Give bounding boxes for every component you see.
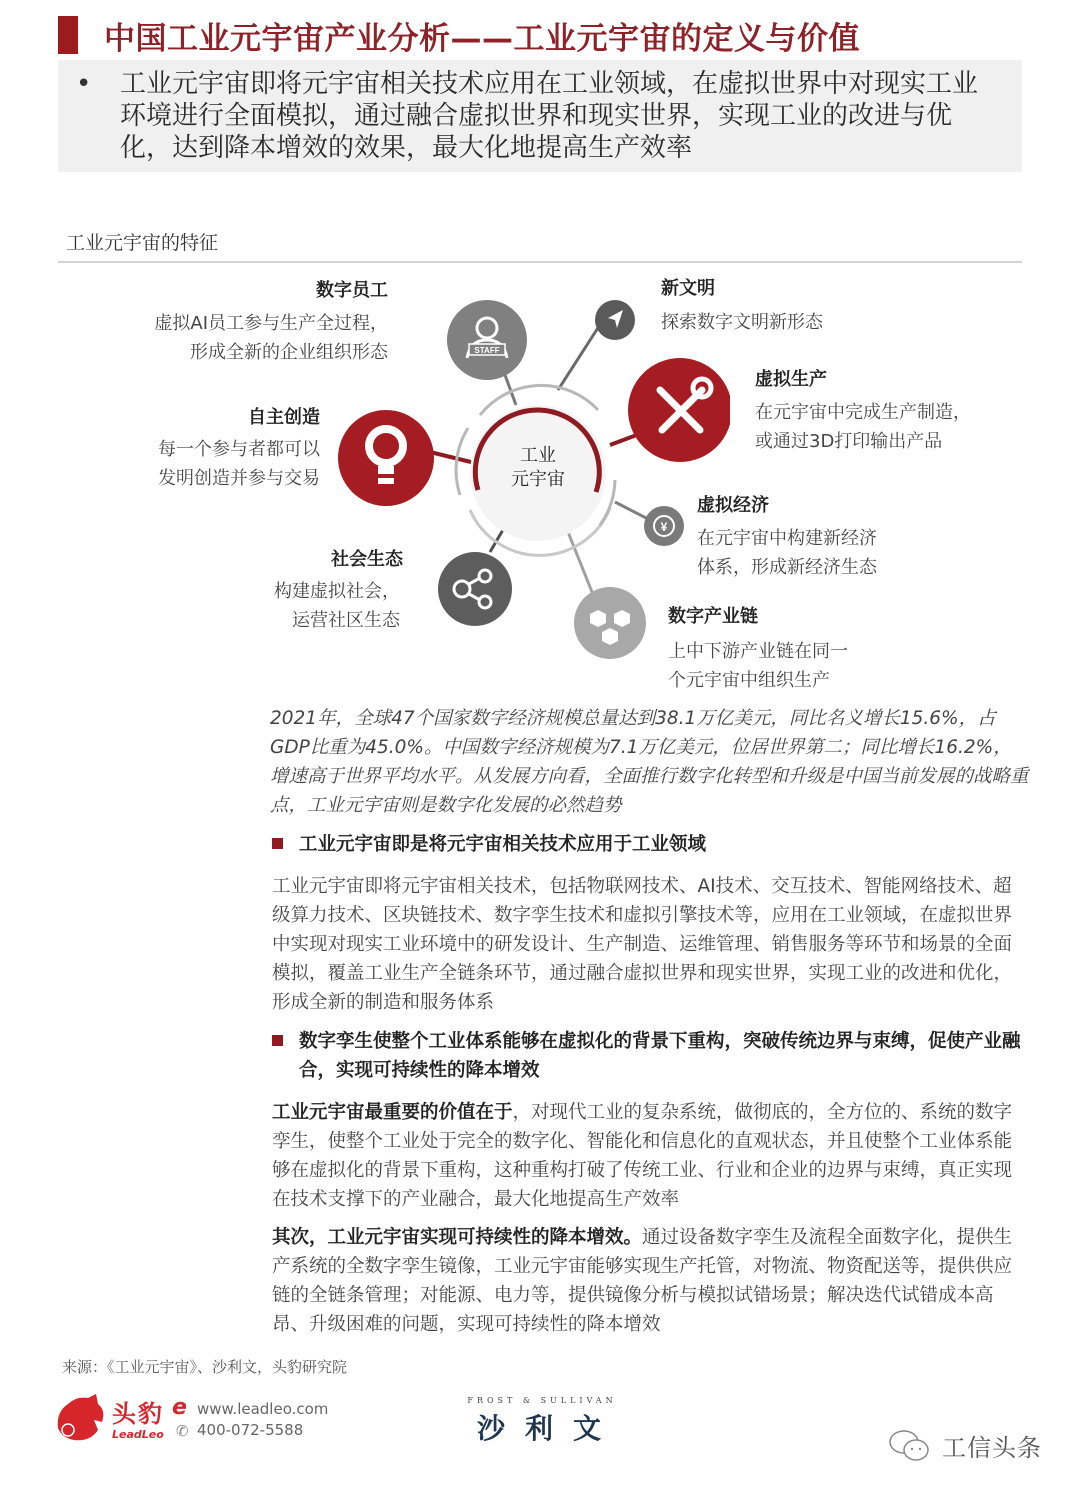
- share-network-icon: [438, 552, 512, 626]
- stats-paragraph: 2021年，全球47个国家数字经济规模总量达到38.1万亿美元，同比名义增长15.6%，占GDP比重为45.0%。中国数字经济规模为7.1万亿美元，位居世界第二；同比增长16.2%，增速高于世界平均水平。从发展方向看，全面推行数字化转型和升级是中国当前发展的战略重点，工业元宇宙则是数字化发展的必然趋势: [270, 708, 1029, 816]
- connector-line: [558, 320, 603, 390]
- connector-line: [430, 452, 475, 463]
- wrench-screwdriver-icon: [628, 358, 730, 462]
- section-heading-1: 工业元宇宙即是将元宇宙相关技术应用于工业领域: [272, 830, 1022, 859]
- leadleo-name-en: LeadLeo: [112, 1428, 164, 1441]
- leadleo-name-cn: 头豹: [112, 1400, 164, 1428]
- page-header: [58, 14, 1018, 56]
- staff-icon: [447, 300, 527, 380]
- leopard-head-icon: [54, 1392, 108, 1444]
- page-title: 中国工业元宇宙产业分析——工业元宇宙的定义与价值: [104, 20, 860, 57]
- feature-title-virtual-production: 虚拟生产: [755, 369, 827, 390]
- feature-desc-autonomous-creation: 每一个参与者都可以 发明创造并参与交易: [158, 439, 320, 489]
- svg-text:STAFF: STAFF: [474, 346, 500, 355]
- feature-desc-digital-staff: 虚拟AI员工参与生产全过程， 形成全新的企业组织形态: [154, 313, 388, 363]
- feature-title-virtual-economy: 虚拟经济: [697, 495, 769, 516]
- wechat-icon: [888, 1429, 932, 1463]
- leadleo-logo: [54, 1392, 329, 1452]
- feature-desc-digital-industry-chain: 上中下游产业链在同一 个元宇宙中组织生产: [668, 641, 848, 691]
- title-accent-bar: [58, 16, 78, 54]
- lightbulb-icon: [338, 410, 434, 506]
- feature-desc-social-ecology: 构建虚拟社会， 运营社区生态: [274, 581, 400, 631]
- bullet-icon: •: [76, 69, 92, 99]
- connector-line: [615, 502, 650, 520]
- section-divider: [58, 261, 1022, 263]
- navigation-arrow-icon: [595, 300, 635, 340]
- yuan-exchange-icon: [644, 506, 684, 546]
- section-body-2b: 其次，工业元宇宙实现可持续性的降本增效。通过设备数字孪生及流程全面数字化，提供生产系统的全数字孪生镜像，工业元宇宙能够实现生产托管，对物流、物资配送等，提供供应链的全链条管理；对能源、电力等，提供镜像分析与模拟试错场景；解决迭代试错成本高昂、升级困难的问题，实现可持续性的降本增效: [272, 1227, 1013, 1335]
- hub-label: 工业 元宇宙: [511, 445, 565, 490]
- phone-icon: ✆: [176, 1422, 189, 1440]
- svg-text:¥: ¥: [660, 520, 668, 534]
- summary-box: [58, 60, 1022, 172]
- metaverse-hub-diagram: [330, 280, 730, 700]
- feature-title-autonomous-creation: 自主创造: [248, 407, 320, 428]
- section-body-1: 工业元宇宙即将元宇宙相关技术，包括物联网技术、AI技术、交互技术、智能网络技术、超级算力技术、区块链技术、数字孪生技术和虚拟引擎技术等，应用在工业领域，在虚拟世界中实现对现实工业环境中的研发设计、生产制造、运维管理、销售服务等环节和场景的全面模拟，覆盖工业生产全链条环节，通过融合虚拟世界和现实世界，实现工业的改进和优化，形成全新的制造和服务体系: [272, 876, 1013, 1013]
- section-heading-2: 数字孪生使整个工业体系能够在虚拟化的背景下重构，突破传统边界与束缚，促使产业融合，实现可持续性的降本增效: [272, 1027, 1022, 1085]
- frost-sullivan-logo: [452, 1396, 632, 1447]
- feature-title-digital-industry-chain: 数字产业链: [668, 606, 758, 627]
- watermark-text: 工信头条: [942, 1434, 1042, 1462]
- e-icon: e: [172, 1395, 187, 1420]
- leadleo-url[interactable]: www.leadleo.com: [197, 1400, 329, 1418]
- wechat-watermark: [888, 1428, 1042, 1463]
- leadleo-phone: 400-072-5588: [197, 1421, 304, 1439]
- summary-text: 工业元宇宙即将元宇宙相关技术应用在工业领域，在虚拟世界中对现实工业环境进行全面模拟，通过融合虚拟世界和现实世界，实现工业的改进与优化，达到降本增效的效果，最大化地提高生产效率: [120, 69, 979, 163]
- square-bullet-icon: [272, 1035, 283, 1046]
- feature-desc-virtual-production: 在元宇宙中完成生产制造， 或通过3D打印输出产品: [755, 402, 971, 452]
- frost-name-en: FROST & SULLIVAN: [467, 1396, 617, 1405]
- feature-desc-new-civilization: 探索数字文明新形态: [661, 312, 823, 333]
- feature-desc-virtual-economy: 在元宇宙中构建新经济 体系，形成新经济生态: [697, 528, 877, 578]
- feature-title-social-ecology: 社会生态: [331, 549, 403, 570]
- source-note: 来源：《工业元宇宙》、沙利文，头豹研究院: [62, 1358, 348, 1376]
- diagram-section-title: 工业元宇宙的特征: [66, 232, 219, 254]
- section-body-2a: 工业元宇宙最重要的价值在于，对现代工业的复杂系统，做彻底的，全方位的、系统的数字孪生，使整个工业处于完全的数字化、智能化和信息化的直观状态，并且使整个工业体系能够在虚拟化的背景下重构，这种重构打破了传统工业、行业和企业的边界与束缚，真正实现在技术支撑下的产业融合，最大化地提高生产效率: [272, 1102, 1013, 1210]
- feature-title-new-civilization: 新文明: [661, 278, 715, 299]
- square-bullet-icon: [272, 838, 283, 849]
- frost-name-cn: 沙利文: [476, 1412, 621, 1445]
- hexagon-chain-icon: [574, 587, 646, 659]
- feature-title-digital-staff: 数字员工: [316, 280, 388, 301]
